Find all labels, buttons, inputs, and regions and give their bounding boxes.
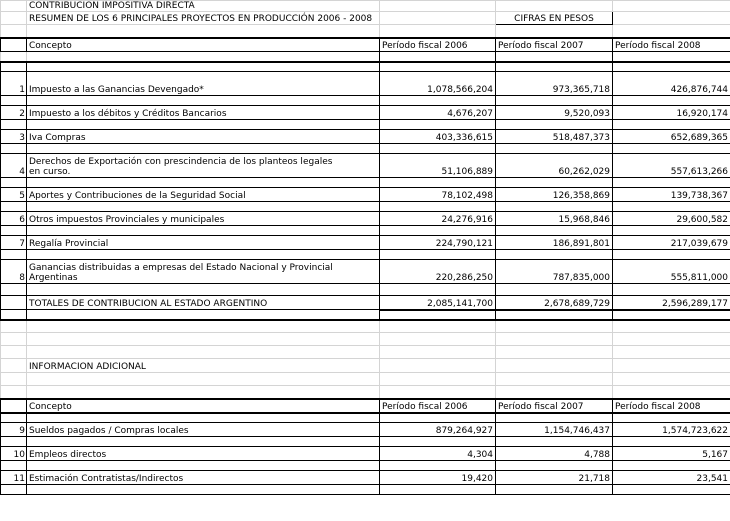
row-index: 11 <box>1 471 27 485</box>
cell-empty <box>496 52 613 62</box>
cell-empty <box>496 284 613 296</box>
row-concept: Impuesto a las Ganancias Devengado* <box>27 72 380 96</box>
value-2006: 19,420 <box>380 471 496 485</box>
cell-empty <box>613 144 730 154</box>
cell-empty <box>1 25 27 38</box>
cell-empty <box>1 202 27 212</box>
row-concept: Regalía Provincial <box>27 236 380 250</box>
cell-empty <box>613 333 730 346</box>
totals-label: TOTALES DE CONTRIBUCION AL ESTADO ARGENTINO <box>27 296 380 310</box>
column-header-2007: Período fiscal 2007 <box>496 38 613 52</box>
row-concept-line: en curso. <box>29 167 71 177</box>
cell-empty <box>380 1 496 12</box>
cell-empty <box>27 96 380 106</box>
cell-empty <box>1 359 27 373</box>
cell-empty <box>1 178 27 188</box>
cell-empty <box>27 144 380 154</box>
value-2008: 652,689,365 <box>613 130 730 144</box>
header-index-cell <box>1 399 27 413</box>
cell-empty <box>613 284 730 296</box>
cell-empty <box>496 485 613 495</box>
value-2008: 555,811,000 <box>613 260 730 284</box>
value-2008: 1,574,723,622 <box>613 423 730 437</box>
cell-empty <box>27 461 380 471</box>
cell-empty <box>496 359 613 373</box>
value-2008: 426,876,744 <box>613 72 730 96</box>
cell-empty <box>1 386 27 399</box>
cell-empty <box>380 413 496 423</box>
cell-empty <box>496 373 613 386</box>
column-header-concept: Concepto <box>27 399 380 413</box>
value-2006: 220,286,250 <box>380 260 496 284</box>
column-header-2007: Período fiscal 2007 <box>496 399 613 413</box>
cell-empty <box>27 346 380 359</box>
cell-empty <box>496 178 613 188</box>
cell-empty <box>380 284 496 296</box>
cell-empty <box>1 310 27 320</box>
value-2007: 973,365,718 <box>496 72 613 96</box>
row-concept: Iva Compras <box>27 130 380 144</box>
row-index: 3 <box>1 130 27 144</box>
cell-empty <box>1 320 27 333</box>
cell-empty <box>613 310 730 320</box>
cell-empty <box>380 52 496 62</box>
cell-empty <box>613 178 730 188</box>
value-2006: 4,676,207 <box>380 106 496 120</box>
value-2008: 139,738,367 <box>613 188 730 202</box>
cell-empty <box>380 320 496 333</box>
cell-empty <box>1 346 27 359</box>
cell-empty <box>27 437 380 447</box>
cell-empty <box>380 461 496 471</box>
cell-empty <box>27 52 380 62</box>
row-concept-line: Ganancias distribuidas a empresas del Estado Nacional y Provincial <box>29 263 333 273</box>
row-concept <box>27 260 380 284</box>
cell-empty <box>496 437 613 447</box>
cell-empty <box>1 144 27 154</box>
value-2008: 23,541 <box>613 471 730 485</box>
cell-empty <box>496 250 613 260</box>
cell-empty <box>27 373 380 386</box>
row-concept: Sueldos pagados / Compras locales <box>27 423 380 437</box>
cell-empty <box>380 202 496 212</box>
cell-empty <box>496 1 613 12</box>
cell-empty <box>1 120 27 130</box>
cell-empty <box>27 386 380 399</box>
cell-empty <box>380 373 496 386</box>
value-2006: 78,102,498 <box>380 188 496 202</box>
page-subtitle: RESUMEN DE LOS 6 PRINCIPALES PROYECTOS EN PRODUCCIÓN 2006 - 2008 <box>27 12 380 25</box>
cell-empty <box>380 359 496 373</box>
cell-empty <box>613 52 730 62</box>
column-header-2006: Período fiscal 2006 <box>380 38 496 52</box>
cell-empty <box>496 333 613 346</box>
cell-empty <box>496 144 613 154</box>
cell-empty <box>613 461 730 471</box>
page-title: CONTRIBUCION IMPOSITIVA DIRECTA <box>27 1 380 12</box>
cell-empty <box>27 284 380 296</box>
cell-empty <box>380 333 496 346</box>
cell-empty <box>27 413 380 423</box>
cell-empty <box>496 96 613 106</box>
value-2007: 21,718 <box>496 471 613 485</box>
row-concept-line: Derechos de Exportación con prescindencia de los planteos legales <box>29 157 333 167</box>
cell-empty <box>27 250 380 260</box>
row-index: 6 <box>1 212 27 226</box>
cell-empty <box>27 485 380 495</box>
cell-empty <box>1 12 27 25</box>
cell-empty <box>380 96 496 106</box>
cell-empty <box>1 96 27 106</box>
value-2008: 217,039,679 <box>613 236 730 250</box>
cell-empty <box>496 226 613 236</box>
row-index: 4 <box>1 154 27 178</box>
cell-empty <box>496 25 613 38</box>
cell-empty <box>27 310 380 320</box>
cell-empty <box>380 12 496 25</box>
value-2008: 29,600,582 <box>613 212 730 226</box>
column-header-2006: Período fiscal 2006 <box>380 399 496 413</box>
cell-empty <box>613 96 730 106</box>
value-2007: 1,154,746,437 <box>496 423 613 437</box>
total-2006: 2,085,141,700 <box>380 296 496 310</box>
cell-empty <box>27 25 380 38</box>
cell-empty <box>27 320 380 333</box>
header-index-cell <box>1 38 27 52</box>
value-2007: 15,968,846 <box>496 212 613 226</box>
cell-empty <box>1 284 27 296</box>
row-concept: Empleos directos <box>27 447 380 461</box>
value-2008: 5,167 <box>613 447 730 461</box>
value-2006: 51,106,889 <box>380 154 496 178</box>
cell-empty <box>613 250 730 260</box>
cell-empty <box>1 1 27 12</box>
cell-empty <box>1 461 27 471</box>
row-index: 10 <box>1 447 27 461</box>
cell-empty <box>27 178 380 188</box>
cell-empty <box>496 386 613 399</box>
value-2006: 879,264,927 <box>380 423 496 437</box>
cell-empty <box>1 52 27 62</box>
cell-empty <box>380 310 496 320</box>
cell-empty <box>1 437 27 447</box>
row-index: 8 <box>1 260 27 284</box>
cell-empty <box>380 144 496 154</box>
row-index: 9 <box>1 423 27 437</box>
column-header-2008: Período fiscal 2008 <box>613 38 730 52</box>
cell-empty <box>27 333 380 346</box>
cell-empty <box>496 202 613 212</box>
value-2008: 16,920,174 <box>613 106 730 120</box>
cell-empty <box>613 413 730 423</box>
cell-empty <box>380 386 496 399</box>
cell-empty <box>27 120 380 130</box>
cell-empty <box>380 62 496 72</box>
cell-empty <box>496 461 613 471</box>
cell-empty <box>613 62 730 72</box>
row-index: 1 <box>1 72 27 96</box>
cell-empty <box>1 485 27 495</box>
value-2007: 60,262,029 <box>496 154 613 178</box>
row-index: 5 <box>1 188 27 202</box>
cell-empty <box>27 226 380 236</box>
column-header-2008: Período fiscal 2008 <box>613 399 730 413</box>
row-concept: Otros impuestos Provinciales y municipales <box>27 212 380 226</box>
cell-empty <box>613 437 730 447</box>
cell-empty <box>613 485 730 495</box>
row-concept: Impuesto a los débitos y Créditos Bancarios <box>27 106 380 120</box>
value-2006: 4,304 <box>380 447 496 461</box>
currency-badge: CIFRAS EN PESOS <box>496 12 613 25</box>
total-2007: 2,678,689,729 <box>496 296 613 310</box>
value-2008: 557,613,266 <box>613 154 730 178</box>
cell-empty <box>380 437 496 447</box>
value-2007: 518,487,373 <box>496 130 613 144</box>
cell-empty <box>496 413 613 423</box>
cell-empty <box>380 346 496 359</box>
cell-empty <box>496 346 613 359</box>
row-index: 2 <box>1 106 27 120</box>
cell-empty <box>613 386 730 399</box>
value-2006: 24,276,916 <box>380 212 496 226</box>
cell-empty <box>613 202 730 212</box>
value-2007: 4,788 <box>496 447 613 461</box>
cell-empty <box>380 178 496 188</box>
cell-empty <box>1 296 27 310</box>
cell-empty <box>613 226 730 236</box>
cell-empty <box>1 226 27 236</box>
cell-empty <box>1 250 27 260</box>
cell-empty <box>613 359 730 373</box>
cell-empty <box>613 12 730 25</box>
cell-empty <box>380 120 496 130</box>
cell-empty <box>496 310 613 320</box>
cell-empty <box>613 320 730 333</box>
total-2008: 2,596,289,177 <box>613 296 730 310</box>
cell-empty <box>613 25 730 38</box>
value-2007: 186,891,801 <box>496 236 613 250</box>
row-concept-line: Argentinas <box>29 273 78 283</box>
cell-empty <box>1 62 27 72</box>
column-header-concept: Concepto <box>27 38 380 52</box>
cell-empty <box>27 202 380 212</box>
cell-empty <box>613 120 730 130</box>
cell-empty <box>613 1 730 12</box>
cell-empty <box>380 250 496 260</box>
cell-empty <box>496 120 613 130</box>
cell-empty <box>613 346 730 359</box>
value-2007: 9,520,093 <box>496 106 613 120</box>
row-concept: Aportes y Contribuciones de la Seguridad Social <box>27 188 380 202</box>
cell-empty <box>1 333 27 346</box>
cell-empty <box>27 62 380 72</box>
value-2006: 403,336,615 <box>380 130 496 144</box>
row-index: 7 <box>1 236 27 250</box>
cell-empty <box>613 373 730 386</box>
cell-empty <box>1 373 27 386</box>
row-concept <box>27 154 380 178</box>
cell-empty <box>380 25 496 38</box>
cell-empty <box>380 485 496 495</box>
value-2006: 224,790,121 <box>380 236 496 250</box>
cell-empty <box>1 413 27 423</box>
row-concept: Estimación Contratistas/Indirectos <box>27 471 380 485</box>
value-2007: 126,358,869 <box>496 188 613 202</box>
value-2006: 1,078,566,204 <box>380 72 496 96</box>
value-2007: 787,835,000 <box>496 260 613 284</box>
cell-empty <box>496 320 613 333</box>
cell-empty <box>496 62 613 72</box>
cell-empty <box>380 226 496 236</box>
section-title: INFORMACION ADICIONAL <box>27 359 380 373</box>
